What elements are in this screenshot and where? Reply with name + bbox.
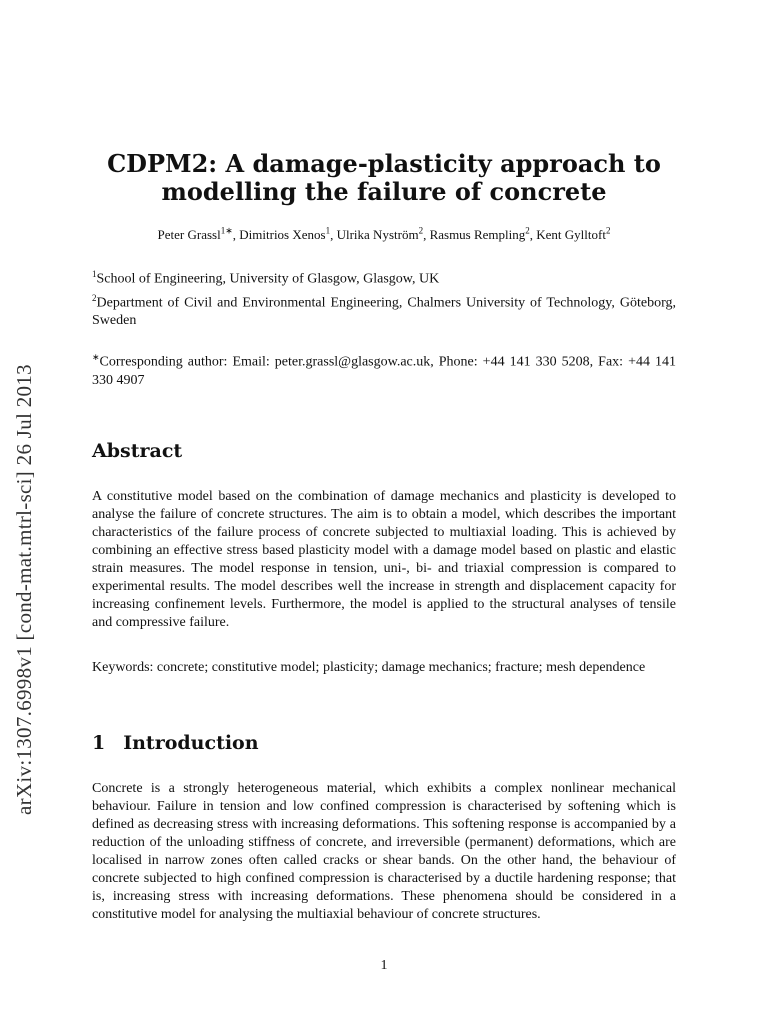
author-list: Peter Grassl$^{1∗}$, Dimitrios Xenos$^1$, Ulrika Nyström$^2$, Rasmus Rempling$^2$, Kent Gylltoft$^2$ [157,226,611,243]
affiliations [92,265,676,330]
author: Peter Grassl$^{1∗}$ [157,226,233,243]
intro-text: Concrete is a strongly heterogeneous material, which exhibits a complex nonlinear mechanical behaviour. Failure in tension and low confined compression is characterised by softening which is defined as decreasing stress with increasing deformations. This softening response is accompanied by a reduction of the unloading stiffness of concrete, and irreversible (permanent) deformations, which are localised in narrow zones often called cracks or shear bands. On the other hand, the behaviour of concrete subjected to high confined compression is characterised by a ductile hardening response; that is, increasing stress with increasing deformations. These phenomena should be considered in a constitutive model for analysing the multiaxial behaviour of concrete structures. [92,781,676,922]
author: Kent Gylltoft$^2$ [536,226,611,243]
section-title: Introduction [123,732,259,754]
section-number: 1 [92,732,106,754]
affiliation-2: $^2$Department of Civil and Environmental Engineering, Chalmers University of Technology, Göteborg, Sweden [92,292,676,329]
affiliation-1: $^1$School of Engineering, University of Glasgow, Glasgow, UK [92,269,440,287]
author: Rasmus Rempling$^2$ [429,226,530,243]
author: Ulrika Nyström$^2$ [336,226,424,243]
paper-title [92,150,676,206]
page-number: 1 [380,958,388,973]
keywords: Keywords: concrete; constitutive model; plasticity; damage mechanics; fracture; mesh dependence [92,660,646,675]
author: Dimitrios Xenos$^1$ [239,226,331,243]
corresponding-author: ∗Corresponding author: Email: peter.grassl@glasgow.ac.uk, Phone: +44 141 330 5208, Fax: +44 141 330 4907 [92,352,676,388]
arxiv-id: arXiv:1307.6998v1 [cond-mat.mtrl-sci] 26 Jul 2013 [12,364,36,815]
abstract-heading: Abstract [92,440,183,462]
section-heading [92,732,259,754]
abstract-text: A constitutive model based on the combination of damage mechanics and plasticity is developed to analyse the failure of concrete structures. The aim is to obtain a model, which describes the important characteristics of the failure process of concrete subjected to multiaxial loading. This is achieved by combining an effective stress based plasticity model with a damage model based on plastic and elastic strain measures. The model response in tension, uni-, bi- and triaxial compression is compared to experimental results. The model describes well the increase in strength and displacement capacity for increasing confinement levels. Furthermore, the model is applied to the structural analyses of tensile and compressive failure. [92,489,676,630]
title-line-2: modelling the failure of concrete [161,177,607,206]
title-line-1: CDPM2: A damage-plasticity approach to [107,149,661,178]
